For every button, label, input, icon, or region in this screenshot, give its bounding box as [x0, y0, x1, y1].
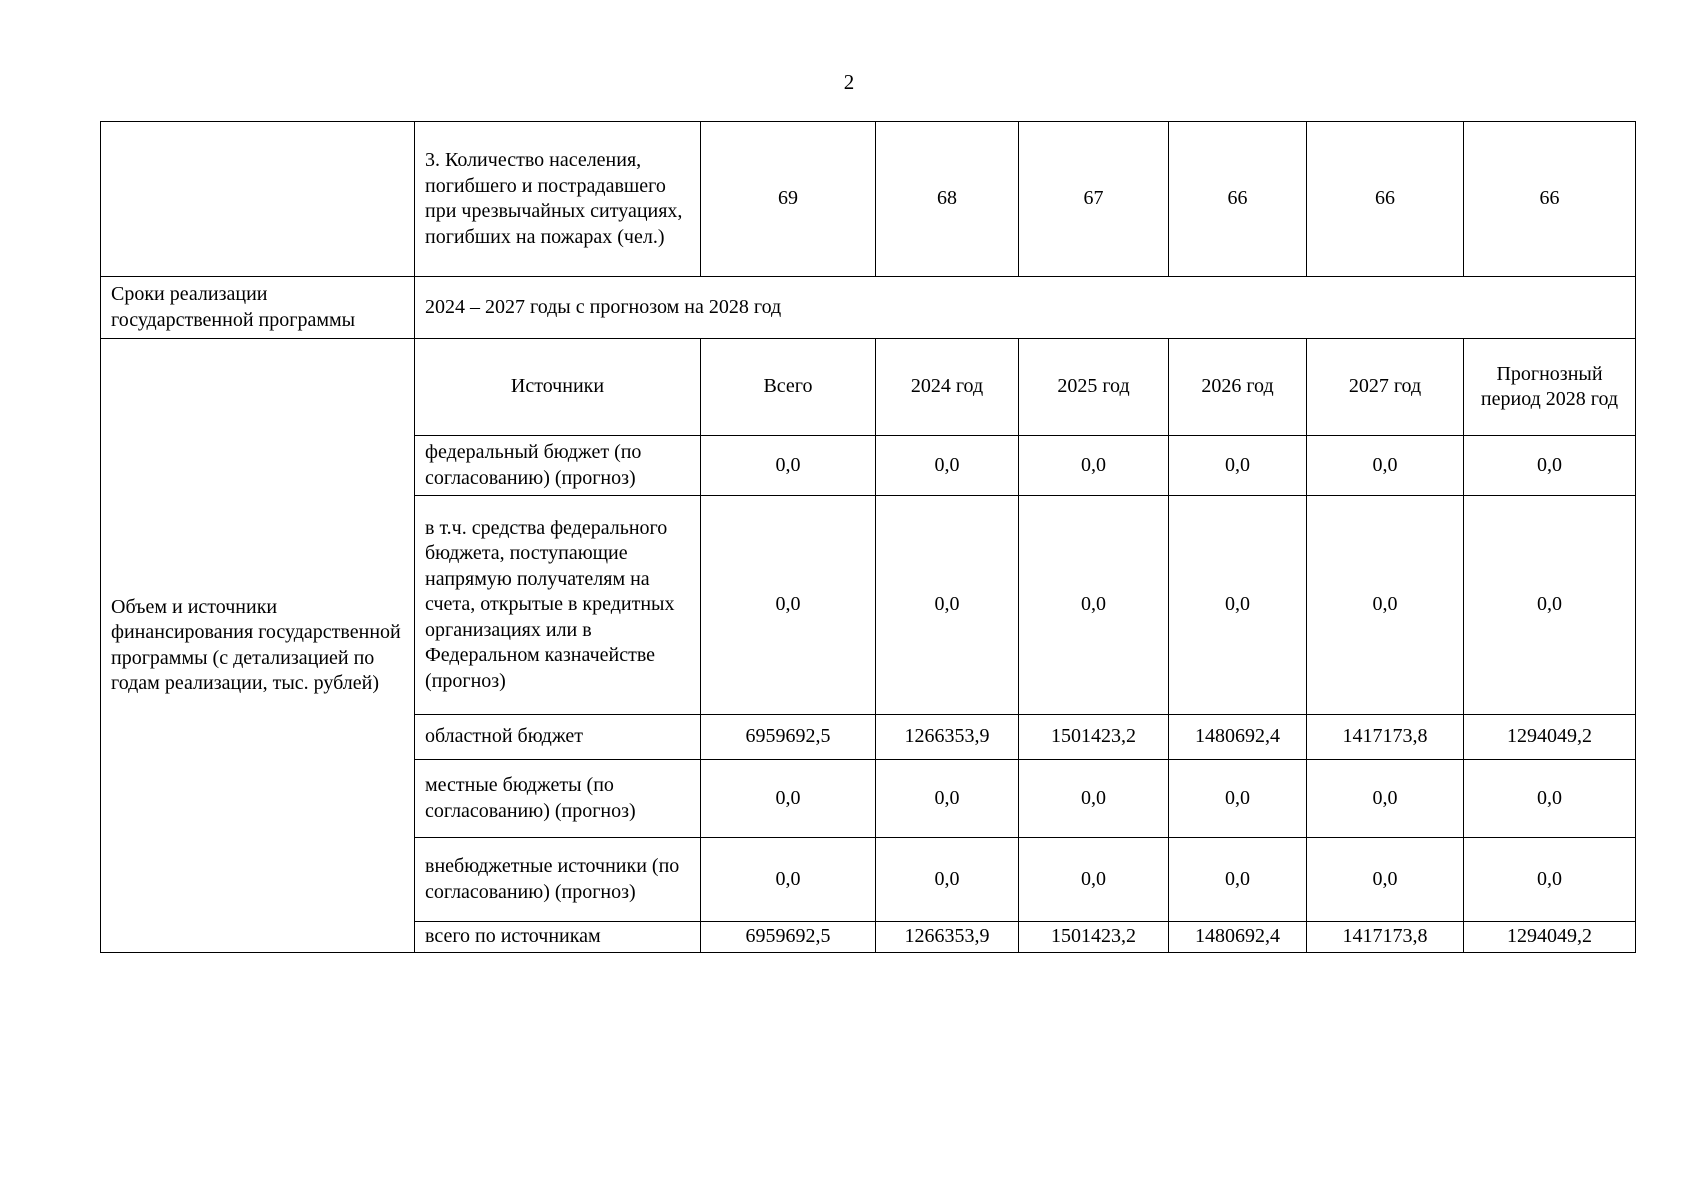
amount-cell: 0,0 [1464, 436, 1636, 496]
indicator-label: 3. Количество населения, погибшего и пострадавшего при чрезвычайных ситуациях, погибших на пожарах (чел.) [415, 122, 701, 277]
amount-cell: 0,0 [701, 436, 876, 496]
amount-cell: 0,0 [1169, 838, 1307, 922]
amount-cell: 0,0 [1019, 436, 1169, 496]
amount-cell: 0,0 [1169, 496, 1307, 715]
financing-label: Объем и источники финансирования государственной программы (с детализацией по годам реализации, тыс. рублей) [101, 339, 415, 953]
amount-cell: 0,0 [1169, 760, 1307, 838]
period-row [101, 277, 1636, 339]
column-header: 2027 год [1307, 339, 1464, 436]
source-label: внебюджетные источники (по согласованию) (прогноз) [415, 838, 701, 922]
column-header: Источники [415, 339, 701, 436]
period-label: Сроки реализации государственной программы [101, 277, 415, 339]
column-header: 2025 год [1019, 339, 1169, 436]
indicator-value: 66 [1169, 122, 1307, 277]
amount-cell: 0,0 [701, 838, 876, 922]
amount-cell: 0,0 [1019, 760, 1169, 838]
amount-cell: 0,0 [1464, 838, 1636, 922]
indicator-value: 67 [1019, 122, 1169, 277]
amount-cell: 0,0 [701, 760, 876, 838]
amount-cell: 0,0 [1464, 496, 1636, 715]
amount-cell: 1480692,4 [1169, 922, 1307, 953]
amount-cell: 1417173,8 [1307, 715, 1464, 760]
amount-cell: 0,0 [1169, 436, 1307, 496]
source-label: в т.ч. средства федерального бюджета, поступающие напрямую получателям на счета, открытые в кредитных организациях или в Федеральном казначействе (прогноз) [415, 496, 701, 715]
financing-header-row [101, 339, 1636, 436]
period-value: 2024 – 2027 годы с прогнозом на 2028 год [415, 277, 1636, 339]
amount-cell: 0,0 [1464, 760, 1636, 838]
source-label: всего по источникам [415, 922, 701, 953]
amount-cell: 0,0 [1019, 838, 1169, 922]
amount-cell: 1266353,9 [876, 715, 1019, 760]
amount-cell: 0,0 [876, 838, 1019, 922]
amount-cell: 0,0 [1307, 760, 1464, 838]
indicator-value: 69 [701, 122, 876, 277]
amount-cell: 1266353,9 [876, 922, 1019, 953]
column-header: Прогнозный период 2028 год [1464, 339, 1636, 436]
source-label: федеральный бюджет (по согласованию) (прогноз) [415, 436, 701, 496]
column-header: Всего [701, 339, 876, 436]
indicator-value: 66 [1464, 122, 1636, 277]
amount-cell: 1417173,8 [1307, 922, 1464, 953]
indicator-value: 66 [1307, 122, 1464, 277]
program-passport-table [100, 121, 1636, 953]
column-header: 2026 год [1169, 339, 1307, 436]
amount-cell: 1294049,2 [1464, 922, 1636, 953]
amount-cell: 0,0 [1307, 838, 1464, 922]
amount-cell: 1501423,2 [1019, 715, 1169, 760]
amount-cell: 0,0 [876, 436, 1019, 496]
amount-cell: 6959692,5 [701, 715, 876, 760]
amount-cell: 0,0 [1307, 436, 1464, 496]
amount-cell: 1294049,2 [1464, 715, 1636, 760]
indicator-row [101, 122, 1636, 277]
amount-cell: 6959692,5 [701, 922, 876, 953]
source-label: областной бюджет [415, 715, 701, 760]
amount-cell: 0,0 [1307, 496, 1464, 715]
source-label: местные бюджеты (по согласованию) (прогноз) [415, 760, 701, 838]
page-number: 2 [843, 70, 855, 94]
amount-cell: 1501423,2 [1019, 922, 1169, 953]
column-header: 2024 год [876, 339, 1019, 436]
indicator-value: 68 [876, 122, 1019, 277]
amount-cell: 0,0 [1019, 496, 1169, 715]
amount-cell: 1480692,4 [1169, 715, 1307, 760]
amount-cell: 0,0 [876, 496, 1019, 715]
empty-cell [101, 122, 415, 277]
amount-cell: 0,0 [876, 760, 1019, 838]
amount-cell: 0,0 [701, 496, 876, 715]
